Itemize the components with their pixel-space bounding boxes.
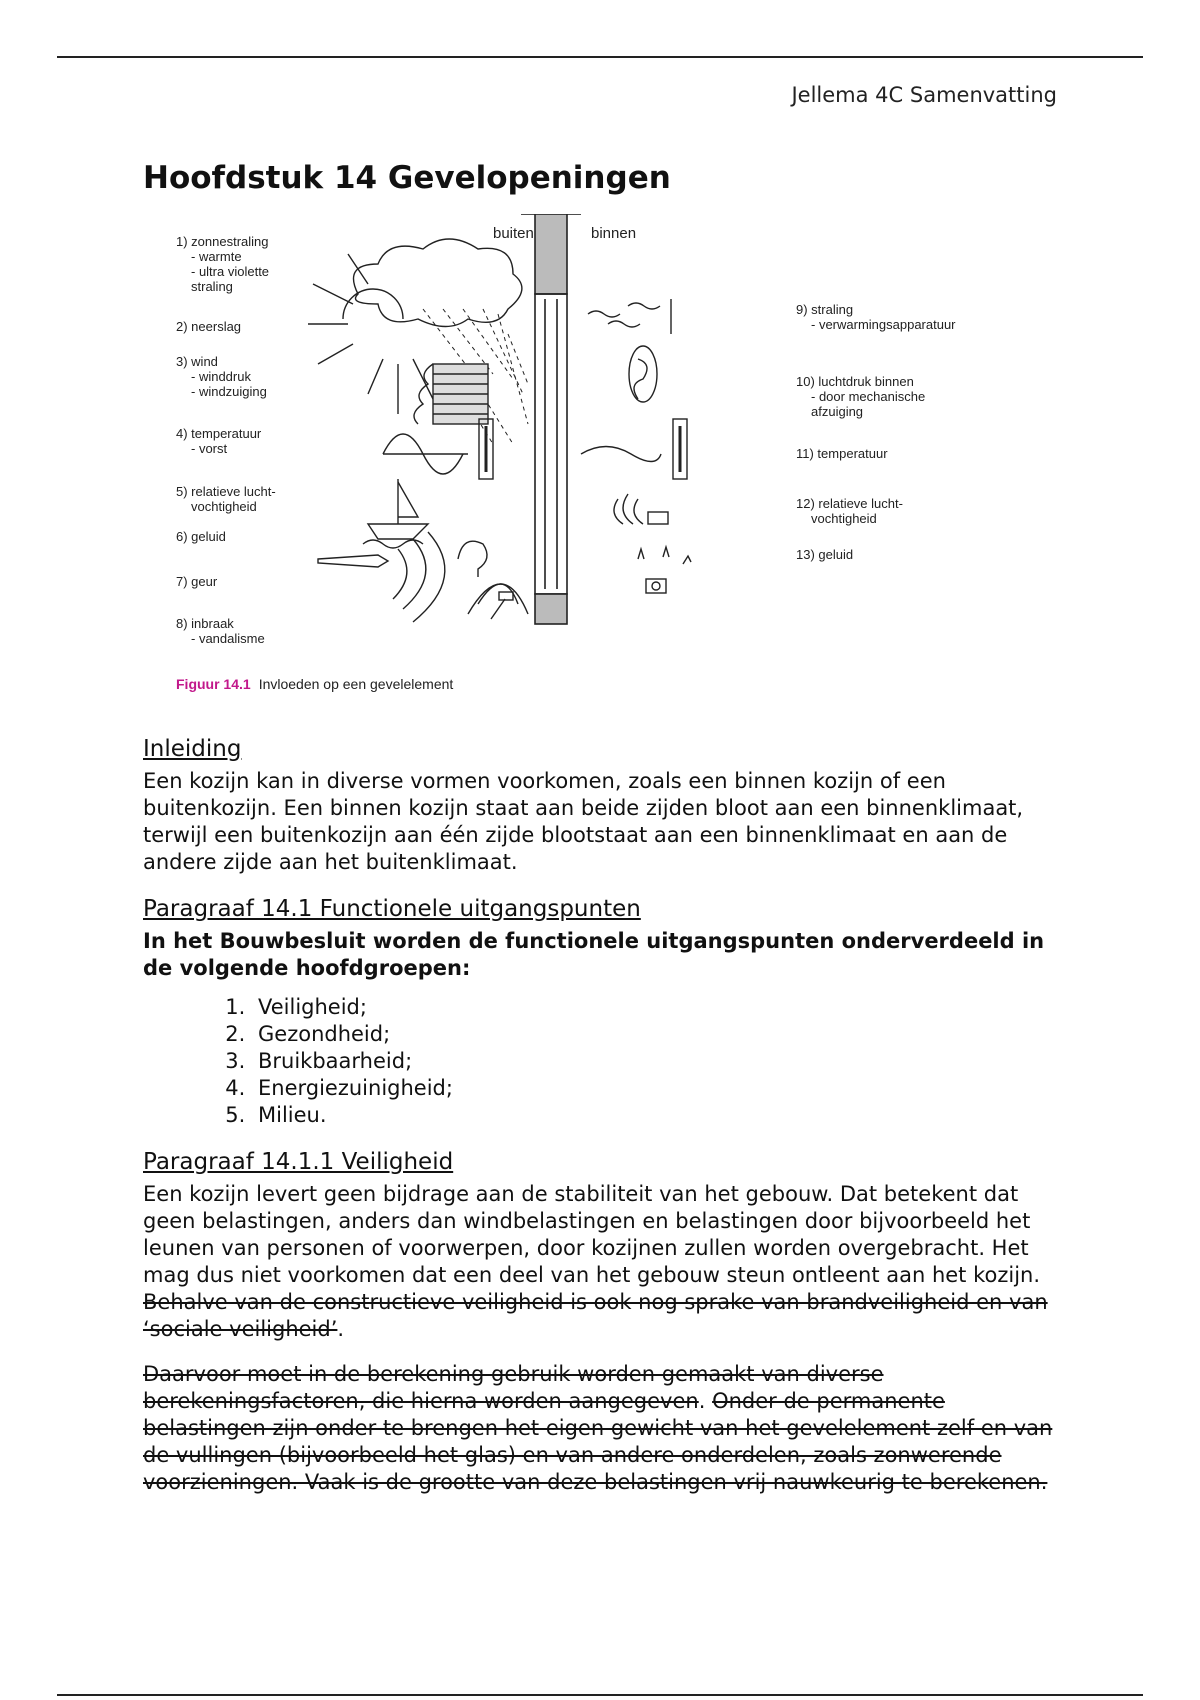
chapter-title: Hoofdstuk 14 Gevelopeningen — [143, 160, 671, 196]
left-label-1: 1) zonnestraling - warmte - ultra violette straling — [176, 234, 270, 294]
right-label-11: 11) temperatuur — [796, 446, 888, 461]
left-label-7: 7) geur — [176, 574, 218, 589]
main-groups-list — [143, 994, 1063, 1129]
radiator-heat-icon — [588, 299, 671, 334]
wind-icon — [414, 364, 488, 424]
list-item: 4. Energiezuinigheid; — [252, 1075, 1063, 1102]
left-label-6: 6) geluid — [176, 529, 226, 544]
left-label-4: 4) temperatuur - vorst — [176, 426, 262, 456]
label-binnen: binnen — [591, 225, 637, 242]
sound-inside-icon — [638, 547, 691, 593]
list-item: 2. Gezondheid; — [252, 1021, 1063, 1048]
section-14-1-lead: In het Bouwbesluit worden de functionele uitgangspunten onderverdeeld in de volgende hoofdgroepen: — [143, 929, 1045, 980]
list-item: 3. Bruikbaarheid; — [252, 1048, 1063, 1075]
section-14-1-heading: Paragraaf 14.1 Functionele uitgangspunten — [143, 896, 641, 922]
right-label-12: 12) relatieve lucht- vochtigheid — [796, 496, 903, 526]
temperature-inside-wave-icon — [581, 447, 661, 462]
left-label-2: 2) neerslag — [176, 319, 242, 334]
section-14-1-1-struck-paragraph: Daarvoor moet in de berekening gebruik worden gemaakt van diverse berekeningsfactoren, die hierna worden aangegeven. Onder de permanente belastingen zijn onder te brengen het eigen gewicht van het gevelelement zelf en van de vullingen (bijvoorbeeld het glas) en van andere onderdelen, zoals zonwerende voorzieningen. Vaak is de grootte van deze belastingen vrij nauwkeurig te berekenen. — [143, 1362, 1053, 1494]
caption-number: Figuur 14.1 — [176, 676, 251, 692]
left-label-3: 3) wind - winddruk - windzuiging — [176, 354, 267, 399]
cloud-icon — [354, 239, 522, 327]
right-label-10: 10) luchtdruk binnen - door mechanische afzuiging — [796, 374, 926, 419]
facade-influences-drawing — [143, 214, 1063, 684]
sun-icon — [308, 254, 433, 414]
intro-text: Een kozijn kan in diverse vormen voorkomen, zoals een binnen kozijn of een buitenkozijn. Een binnen kozijn staat aan beide zijden bloot aan een binnenklimaat, terwijl een buitenkozijn aan één zijde blootstaat aan een binnenklimaat en aan de andere zijde aan het buitenklimaat. — [143, 769, 1024, 874]
left-label-8: 8) inbraak - vandalisme — [176, 616, 265, 646]
facade-wall — [521, 214, 581, 624]
label-buiten: buiten — [493, 225, 534, 242]
struck-text: Behalve van de constructieve veiligheid is ook nog sprake van brandveiligheid en van ‘sociale veiligheid’ — [143, 1290, 1048, 1341]
section-14-1-1-heading: Paragraaf 14.1.1 Veiligheid — [143, 1149, 454, 1175]
bottom-rule — [57, 1694, 1143, 1696]
humidity-boat-icon — [363, 479, 428, 548]
list-item: 5. Milieu. — [252, 1102, 1063, 1129]
page-content — [143, 160, 1063, 1496]
running-header: Jellema 4C Samenvatting — [791, 83, 1057, 107]
intro-heading: Inleiding — [143, 736, 242, 762]
figure-14-1 — [143, 214, 1063, 714]
section-14-1-1-text: Een kozijn levert geen bijdrage aan de stabiliteit van het gebouw. Dat betekent dat geen belastingen, anders dan windbelastingen en belastingen door bijvoorbeeld het leunen van personen of voorwerpen, door kozijnen zullen worden overgebracht. Het mag dus niet voorkomen dat een deel van het gebouw steun ontleent aan het kozijn. Behalve van de constructieve veiligheid is ook nog sprake van brandveiligheid en van ‘sociale veiligheid’. — [143, 1182, 1048, 1341]
left-label-5: 5) relatieve lucht- vochtigheid — [176, 484, 276, 514]
list-item: 1. Veiligheid; — [252, 994, 1063, 1021]
sound-outside-icon — [318, 532, 445, 622]
caption-text: Invloeden op een gevelelement — [258, 676, 454, 692]
top-rule — [57, 56, 1143, 58]
fan-icon — [629, 346, 657, 402]
right-label-13: 13) geluid — [796, 547, 854, 562]
burglary-icon — [468, 584, 528, 619]
smell-icon — [458, 541, 487, 577]
humidity-inside-icon — [614, 494, 668, 524]
right-label-9: 9) straling - verwarmingsapparatuur — [796, 302, 956, 332]
figure-caption — [176, 676, 453, 692]
